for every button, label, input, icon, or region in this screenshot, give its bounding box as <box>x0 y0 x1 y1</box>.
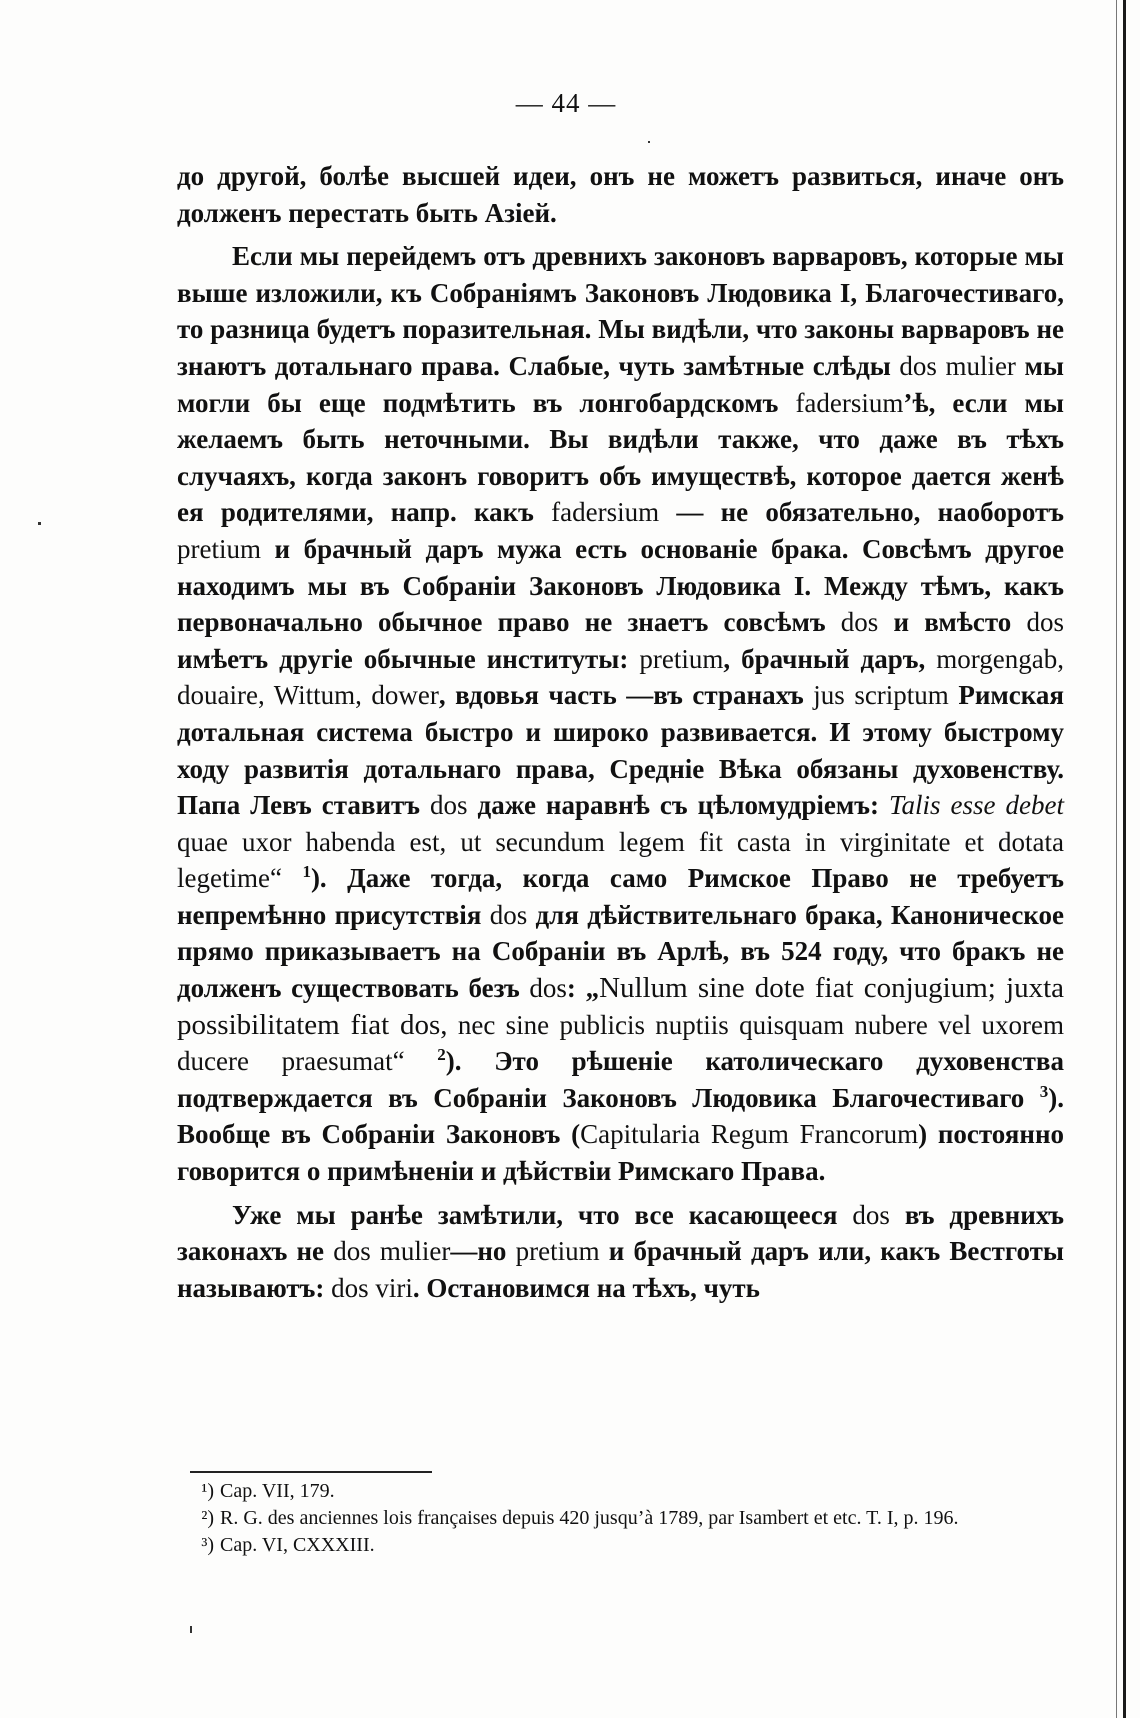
text-run-latin: pretium <box>515 1236 600 1267</box>
page-number: — 44 — <box>515 88 617 118</box>
paragraph <box>177 1197 1064 1307</box>
text-run-latin: pretium <box>639 643 724 674</box>
body-text <box>177 158 1064 1306</box>
text-run: : „ <box>566 973 600 1004</box>
text-run: Римская дотальная система быстро и широко развивается. И этому быстрому ходу развитія дотальнаго права, Средніе Вѣка обязаны духовенству. Папа Левъ ставитъ <box>177 680 1065 821</box>
text-run: и вмѣсто <box>878 607 1027 638</box>
text-run-latin: morgengab, douaire, Wittum, dower <box>177 643 1064 711</box>
text-run-latin: dos <box>852 1199 890 1230</box>
text-run-latin: dos mulier <box>333 1236 451 1267</box>
footnote-reference: 1 <box>302 862 311 882</box>
footnotes <box>188 1478 1064 1559</box>
footnote-divider <box>190 1471 432 1473</box>
text-run: , вдовья часть —въ странахъ <box>438 680 814 711</box>
text-run: и брачный даръ или, какъ Вестготы называютъ: <box>177 1236 1064 1303</box>
text-run-latin: dos <box>840 607 879 638</box>
text-run-latin: dos <box>489 899 528 930</box>
text-run-latin: quae uxor habenda est, ut secundum legem fit casta in virginitate et dotata legetime“ <box>177 826 1064 894</box>
text-run: . Остановимся на тѣхъ, чуть <box>412 1272 760 1303</box>
page-edge-border <box>1123 0 1126 1718</box>
text-run: мы могли бы еще подмѣтить въ лонгобардскомъ <box>177 350 1064 418</box>
text-run: —но <box>450 1236 516 1267</box>
text-run-latin-big: Nullum sine dote fiat conjugium; juxta possibilitatem fiat dos, <box>177 972 1064 1041</box>
text-run: даже наравнѣ съ цѣломудріемъ: <box>467 790 889 821</box>
footnote <box>188 1505 1064 1532</box>
footnote-text: R. G. des anciennes lois françaises depuis 420 jusqu’à 1789, par Isambert et etc. T. I, p. 196. <box>220 1507 959 1529</box>
text-run: Уже мы ранѣе замѣтили, что все касающееся <box>232 1199 853 1230</box>
text-run-italic: Talis esse debet <box>888 790 1065 821</box>
text-run-latin: fadersium <box>551 497 660 528</box>
text-run-latin: dos <box>430 790 468 821</box>
text-run-latin: dos mulier <box>899 350 1016 381</box>
text-run: ). Это рѣшеніе католическаго духовенства подтверждается въ Собраніи Законовъ Людовика Благочестиваго <box>177 1046 1064 1113</box>
footnote-mark: ¹) <box>201 1480 214 1502</box>
text-run: ) постоянно говорится о примѣненіи и дѣйствіи Римскаго Права. <box>177 1119 1065 1187</box>
text-run: ). Даже тогда, когда само Римское Право не требуетъ непремѣнно присутствія <box>177 863 1064 930</box>
text-run-latin: fadersium <box>795 387 904 418</box>
footnote <box>188 1532 1064 1559</box>
text-run: Если мы перейдемъ отъ древнихъ законовъ варваровъ, которые мы выше изложили, къ Собраніямъ Законовъ Людовика I, Благочестиваго, то разница будетъ поразительная. Мы видѣли, что законы варваровъ не знаютъ дотальнаго права. Слабые, чуть замѣтные слѣды <box>177 241 1064 381</box>
footnote-reference: 3 <box>1039 1081 1049 1101</box>
footnote-text: Cap. VI, CXXXIII. <box>220 1534 375 1556</box>
text-run: до другой, болѣе высшей идеи, онъ не можетъ развиться, иначе онъ долженъ перестать быть Азіей. <box>177 161 1064 228</box>
text-run-latin: dos viri <box>331 1272 413 1303</box>
page-edge-line <box>1116 0 1117 1718</box>
scan-speck <box>648 141 650 143</box>
text-run-latin: dos <box>529 973 567 1004</box>
paragraph <box>177 238 1064 1189</box>
scan-speck <box>38 522 41 525</box>
text-run-latin: Capitularia Regum Francorum <box>580 1119 919 1150</box>
text-run: ). Вообще въ Собраніи Законовъ ( <box>177 1082 1064 1150</box>
text-run: , брачный даръ, <box>723 643 937 674</box>
text-run-latin: pretium <box>177 533 261 564</box>
text-run: для дѣйствительнаго брака, Каноническое прямо приказываетъ на Собраніи въ Арлѣ, въ 524 году, что бракъ не долженъ существовать безъ <box>177 899 1064 1004</box>
text-run: — не обязательно, наоборотъ <box>659 497 1064 528</box>
text-run-latin: nec sine publicis nuptiis quisquam nubere vel uxorem ducere praesumat“ <box>177 1009 1064 1077</box>
footnote-text: Cap. VII, 179. <box>220 1480 335 1502</box>
text-run: въ древнихъ законахъ не <box>177 1199 1064 1267</box>
footnote-reference: 2 <box>437 1045 446 1065</box>
footnote-mark: ³) <box>201 1534 214 1556</box>
paragraph <box>177 158 1064 231</box>
text-run-latin: jus scriptum <box>813 680 949 711</box>
text-run-latin: dos <box>1026 607 1064 638</box>
text-run: ’ѣ, если мы желаемъ быть неточными. Вы видѣли также, что даже въ тѣхъ случаяхъ, когда законъ говоритъ объ имуществѣ, которое дается женѣ ея родителями, напр. какъ <box>177 387 1064 528</box>
footnote <box>188 1478 1064 1505</box>
footnote-mark: ²) <box>201 1507 214 1529</box>
text-run: имѣетъ другіе обычные институты: <box>177 643 640 674</box>
scan-speck <box>190 1626 192 1633</box>
text-run: и брачный даръ мужа есть основаніе брака. Совсѣмъ другое находимъ мы въ Собраніи Законовъ Людовика I. Между тѣмъ, какъ первоначально обычное право не знаетъ совсѣмъ <box>177 533 1064 638</box>
